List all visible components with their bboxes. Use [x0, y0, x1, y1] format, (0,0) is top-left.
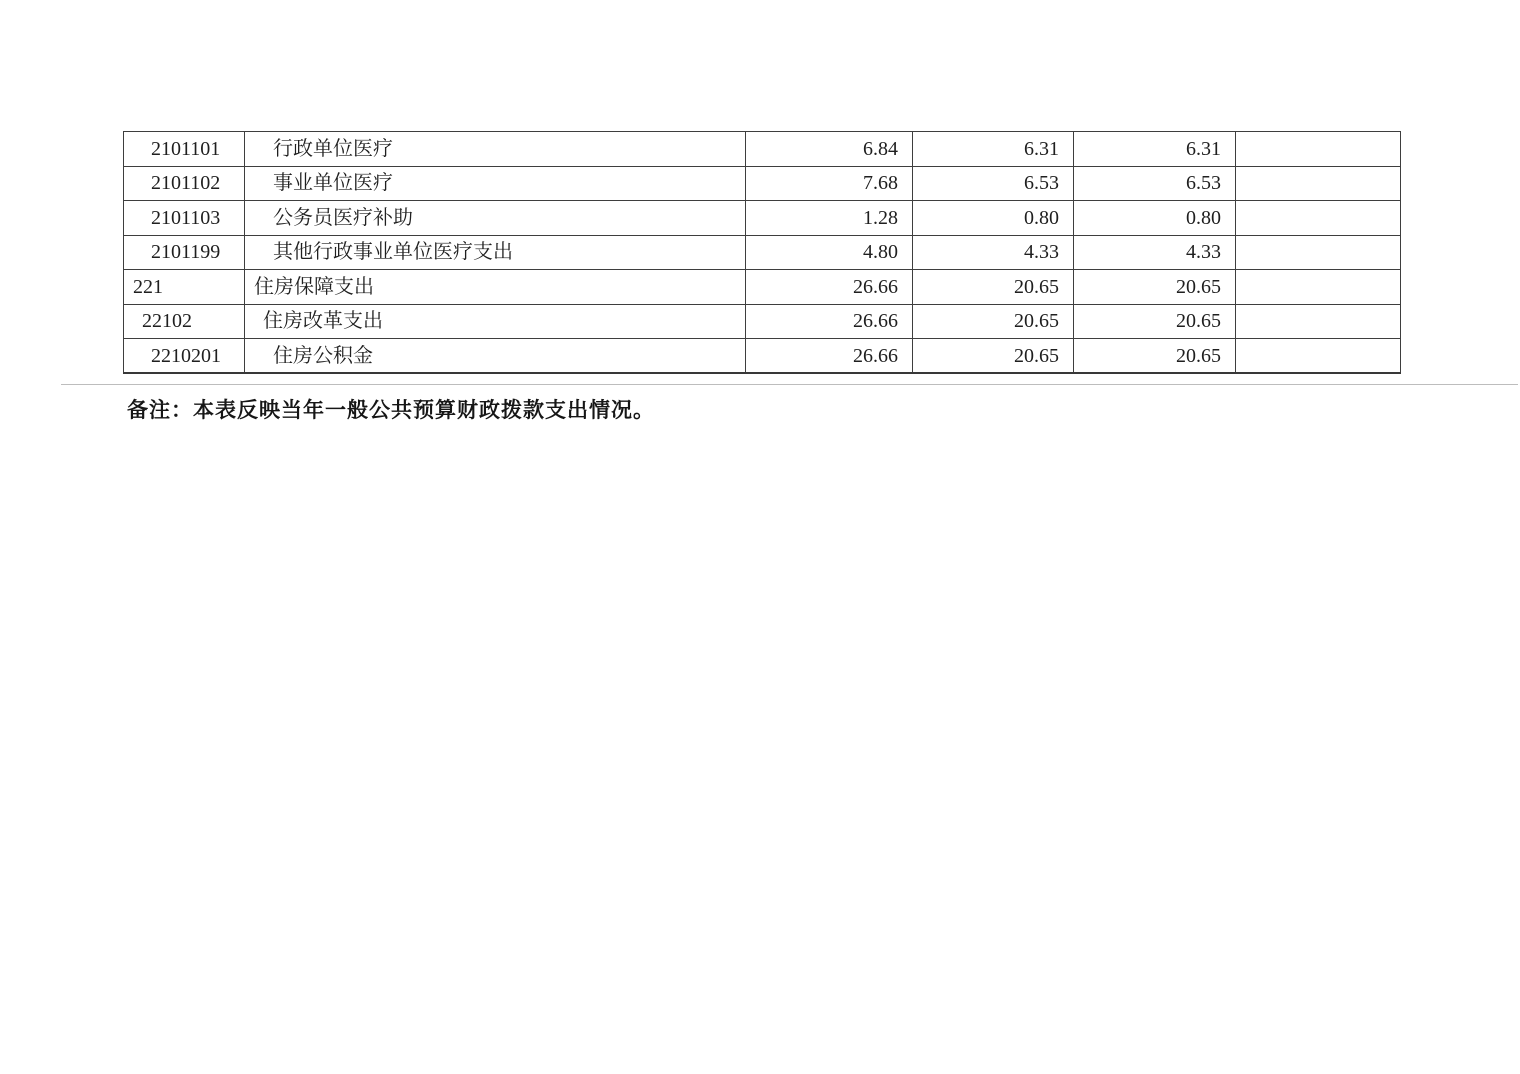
name-cell: 住房公积金	[245, 339, 746, 374]
value-cell: 0.80	[913, 201, 1074, 236]
value-cell: 20.65	[1074, 339, 1236, 374]
value-cell: 20.65	[913, 270, 1074, 305]
name-cell: 事业单位医疗	[245, 166, 746, 201]
value-cell: 6.31	[1074, 132, 1236, 167]
blank-cell	[1236, 304, 1401, 339]
value-cell: 20.65	[1074, 270, 1236, 305]
name-cell: 其他行政事业单位医疗支出	[245, 235, 746, 270]
footer-note: 备注：本表反映当年一般公共预算财政拨款支出情况。	[127, 398, 655, 422]
table-row	[124, 304, 1401, 339]
code-cell: 2210201	[124, 339, 245, 374]
code-cell: 22102	[124, 304, 245, 339]
value-cell: 20.65	[913, 304, 1074, 339]
code-cell: 2101199	[124, 235, 245, 270]
value-cell: 6.53	[1074, 166, 1236, 201]
table-row	[124, 235, 1401, 270]
code-cell: 2101102	[124, 166, 245, 201]
code-cell: 221	[124, 270, 245, 305]
value-cell: 26.66	[746, 339, 913, 374]
table-body	[124, 132, 1401, 374]
value-cell: 6.53	[913, 166, 1074, 201]
name-cell: 住房保障支出	[245, 270, 746, 305]
value-cell: 0.80	[1074, 201, 1236, 236]
value-cell: 4.33	[1074, 235, 1236, 270]
table-row	[124, 201, 1401, 236]
table-row	[124, 132, 1401, 167]
blank-cell	[1236, 339, 1401, 374]
name-cell: 行政单位医疗	[245, 132, 746, 167]
value-cell: 6.84	[746, 132, 913, 167]
value-cell: 20.65	[1074, 304, 1236, 339]
horizontal-divider	[61, 384, 1518, 385]
blank-cell	[1236, 201, 1401, 236]
blank-cell	[1236, 132, 1401, 167]
table-row	[124, 270, 1401, 305]
blank-cell	[1236, 235, 1401, 270]
value-cell: 20.65	[913, 339, 1074, 374]
value-cell: 4.80	[746, 235, 913, 270]
value-cell: 1.28	[746, 201, 913, 236]
value-cell: 6.31	[913, 132, 1074, 167]
name-cell: 公务员医疗补助	[245, 201, 746, 236]
value-cell: 26.66	[746, 270, 913, 305]
budget-expenditure-table	[123, 131, 1401, 374]
value-cell: 4.33	[913, 235, 1074, 270]
value-cell: 7.68	[746, 166, 913, 201]
name-cell: 住房改革支出	[245, 304, 746, 339]
table-row	[124, 166, 1401, 201]
code-cell: 2101101	[124, 132, 245, 167]
blank-cell	[1236, 166, 1401, 201]
table-row	[124, 339, 1401, 374]
value-cell: 26.66	[746, 304, 913, 339]
code-cell: 2101103	[124, 201, 245, 236]
blank-cell	[1236, 270, 1401, 305]
